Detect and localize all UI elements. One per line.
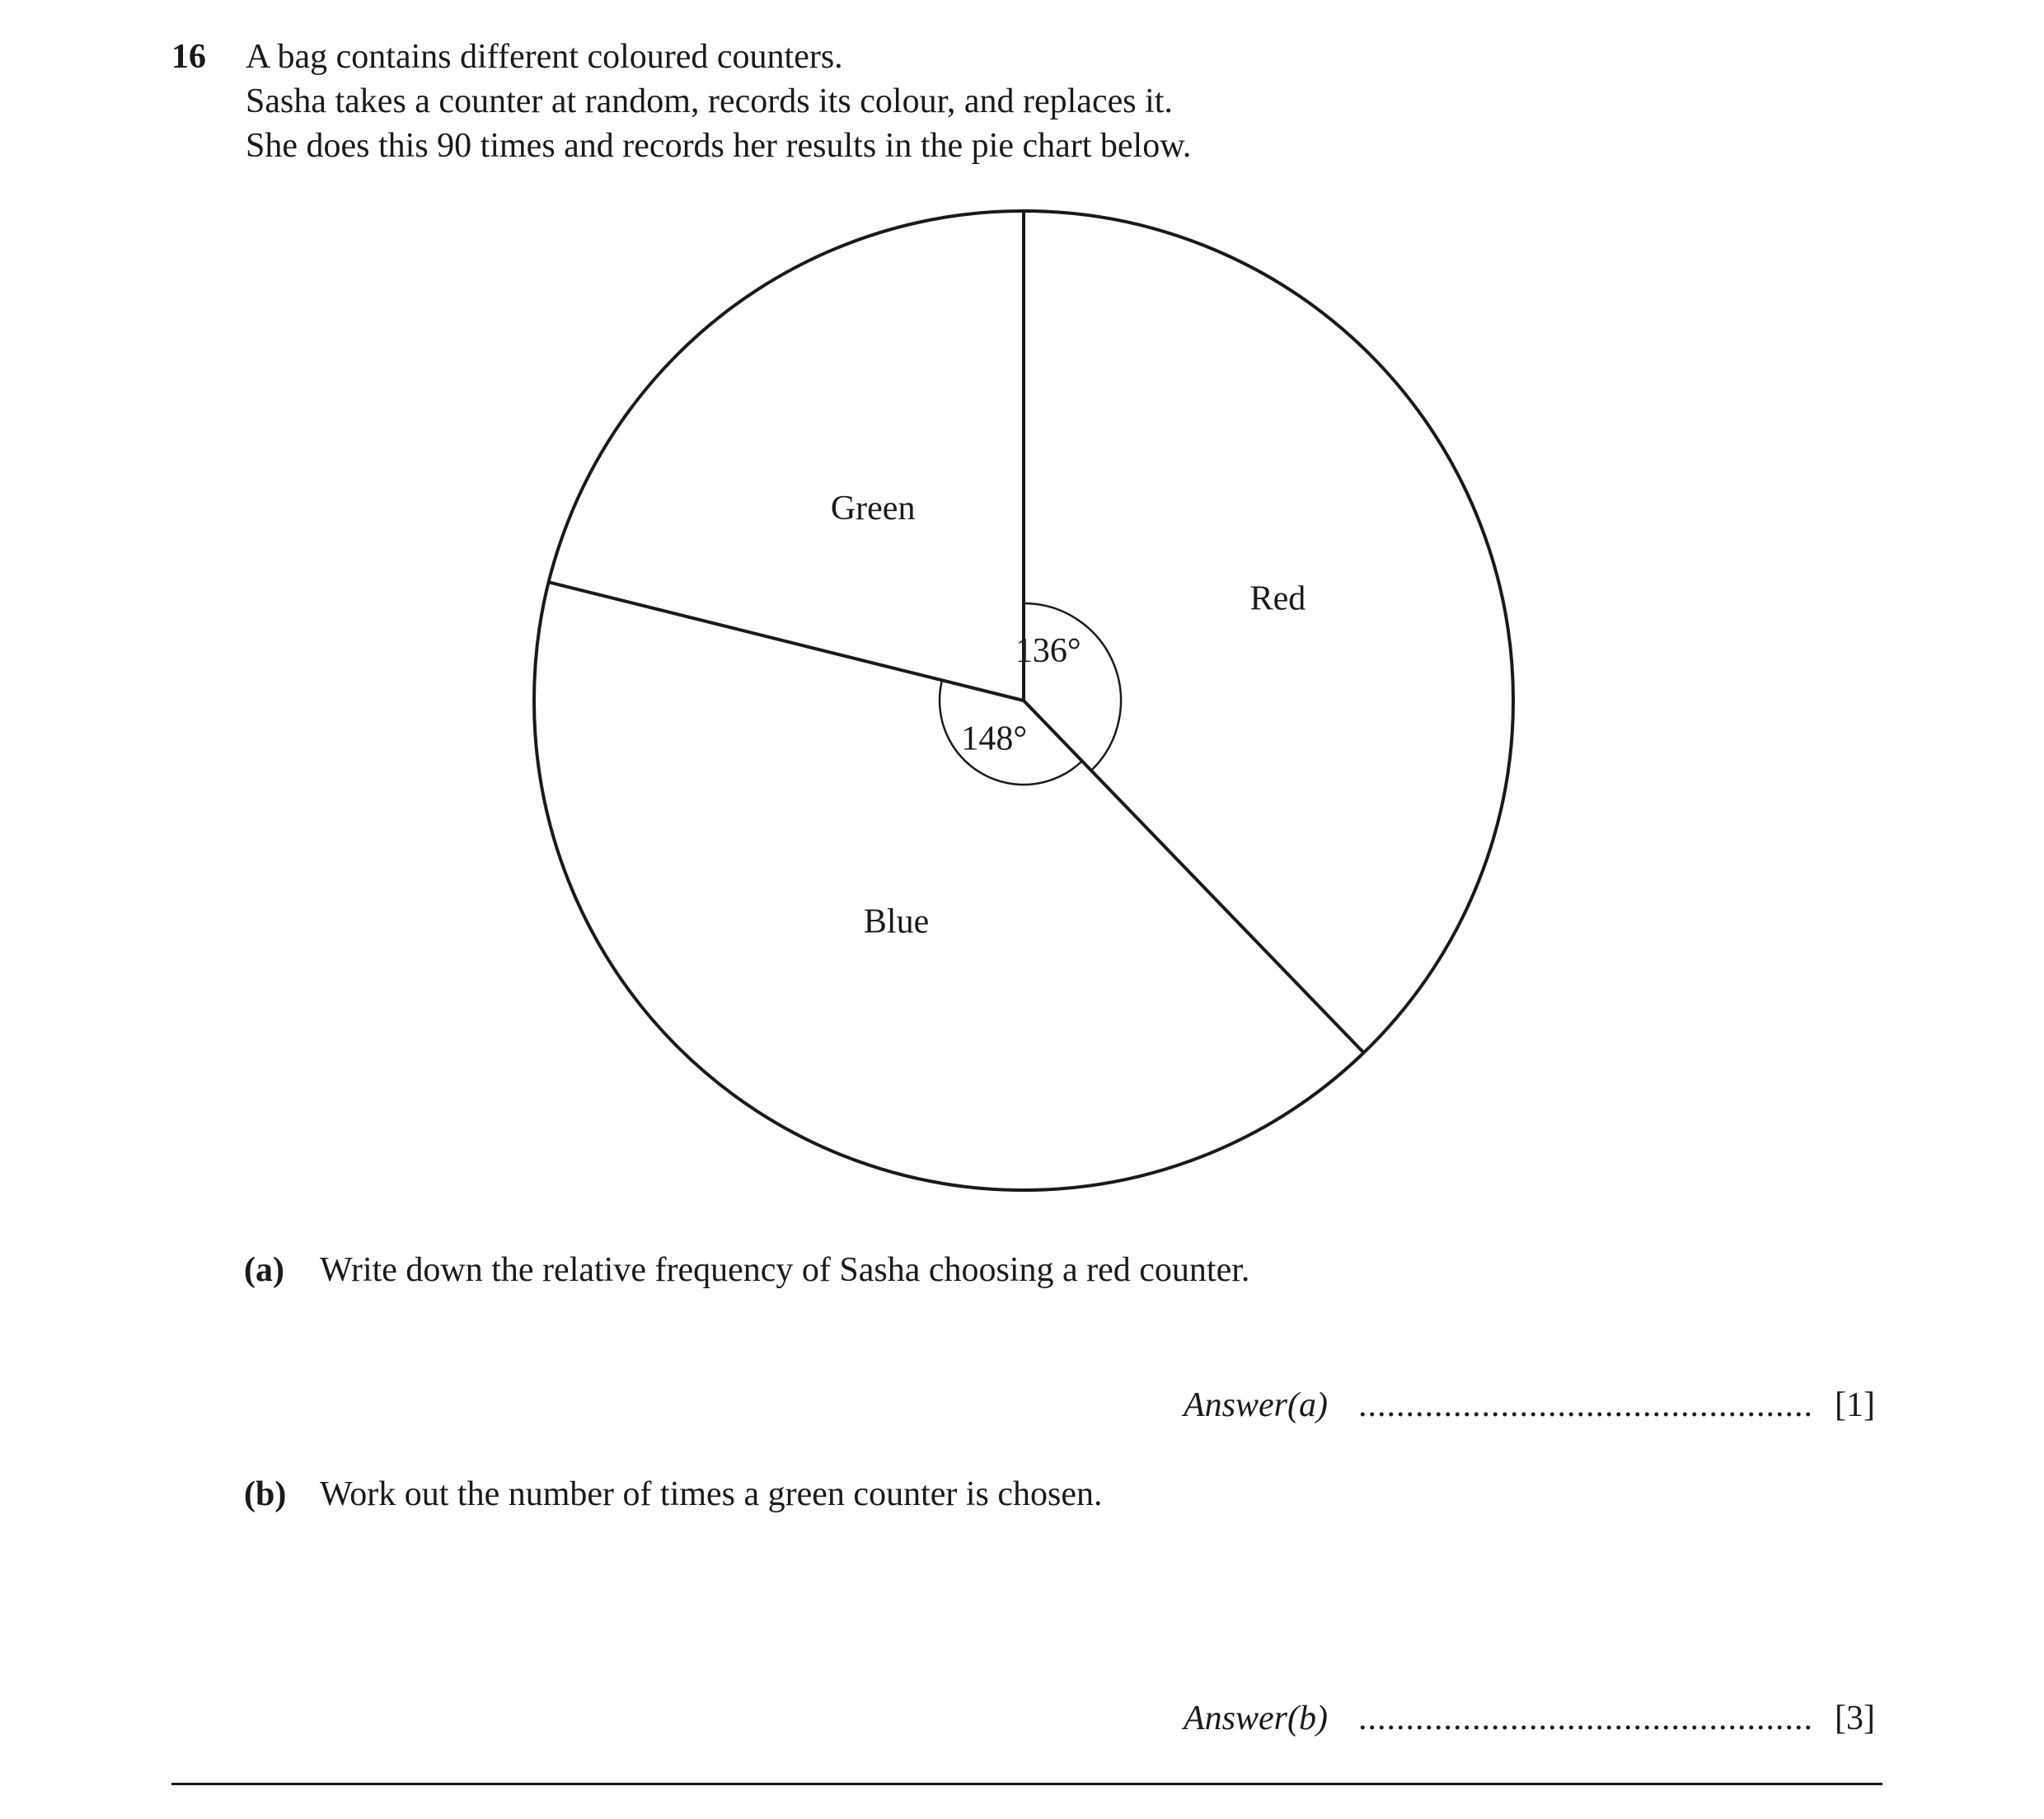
angle-arc-red — [1024, 603, 1121, 771]
part-a-text: Write down the relative frequency of Sasha choosing a red counter. — [320, 1251, 1250, 1289]
answer-a-label: Answer(a) — [1184, 1386, 1328, 1424]
part-b-label: (b) — [244, 1475, 287, 1513]
radius-blue — [1024, 701, 1364, 1052]
answer-b-field[interactable]: ................................................ — [1358, 1699, 1813, 1737]
slice-label-green: Green — [830, 489, 916, 527]
answer-a-field[interactable]: ................................................ — [1358, 1386, 1813, 1424]
answer-b-label: Answer(b) — [1184, 1699, 1328, 1737]
radius-green — [549, 582, 1024, 701]
part-b-text: Work out the number of times a green counter is chosen. — [320, 1475, 1103, 1513]
question-number: 16 — [171, 38, 206, 76]
angle-label-red: 136° — [1015, 631, 1081, 670]
slice-label-blue: Blue — [863, 902, 930, 941]
question-stem-line-3: She does this 90 times and records her results in the pie chart below. — [246, 127, 1192, 165]
marks-b: [3] — [1835, 1699, 1875, 1737]
part-a-label: (a) — [244, 1251, 284, 1289]
marks-a: [1] — [1835, 1386, 1875, 1424]
slice-label-red: Red — [1249, 579, 1306, 618]
bottom-rule — [171, 1783, 1882, 1785]
angle-label-blue: 148° — [961, 720, 1028, 758]
question-stem-line-2: Sasha takes a counter at random, records its colour, and replaces it. — [246, 82, 1173, 120]
question-stem-line-1: A bag contains different coloured counters. — [246, 38, 843, 76]
